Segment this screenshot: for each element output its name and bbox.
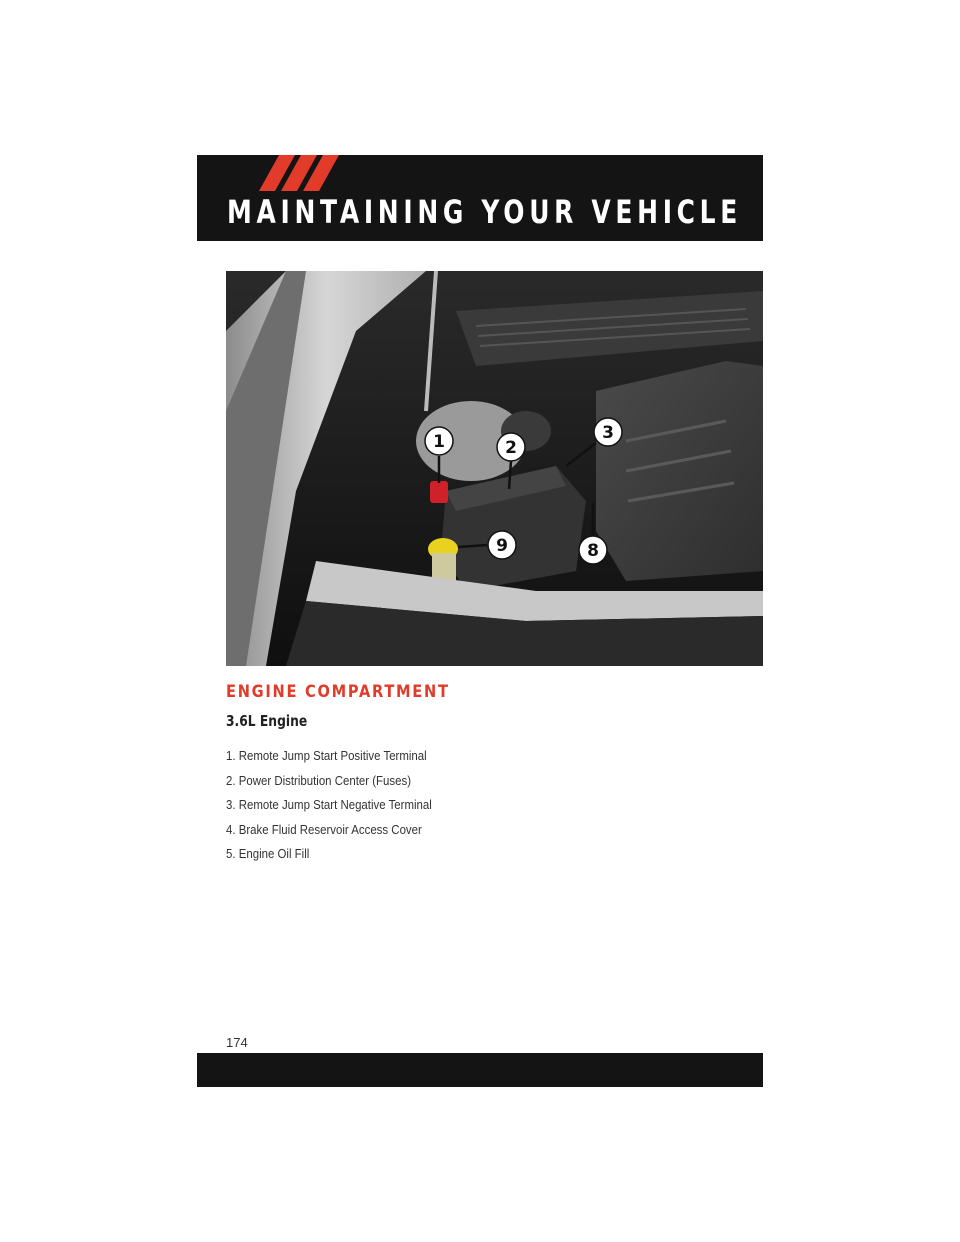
list-item: 1. Remote Jump Start Positive Terminal [226,748,427,763]
brand-stripes-icon [247,155,347,191]
page-number: 174 [226,1035,248,1050]
list-item: 3. Remote Jump Start Negative Terminal [226,797,432,812]
list-item: 4. Brake Fluid Reservoir Access Cover [226,821,422,837]
callout-8-label: 8 [587,541,599,561]
footer-band [197,1053,763,1087]
list-item: 2. Power Distribution Center (Fuses) [226,772,412,788]
callout-1-label: 1 [433,432,445,452]
section-title: ENGINE COMPARTMENT [226,682,450,702]
component-list [226,748,460,871]
chapter-title: MAINTAINING YOUR VEHICLE [227,193,742,231]
list-item: 5. Engine Oil Fill [226,846,310,861]
callout-2-label: 2 [505,438,517,458]
callout-3-label: 3 [602,423,614,443]
section-subtitle: 3.6L Engine [226,712,308,730]
chapter-header [197,155,763,241]
engine-compartment-photo [226,271,763,666]
callout-9-label: 9 [496,536,508,556]
